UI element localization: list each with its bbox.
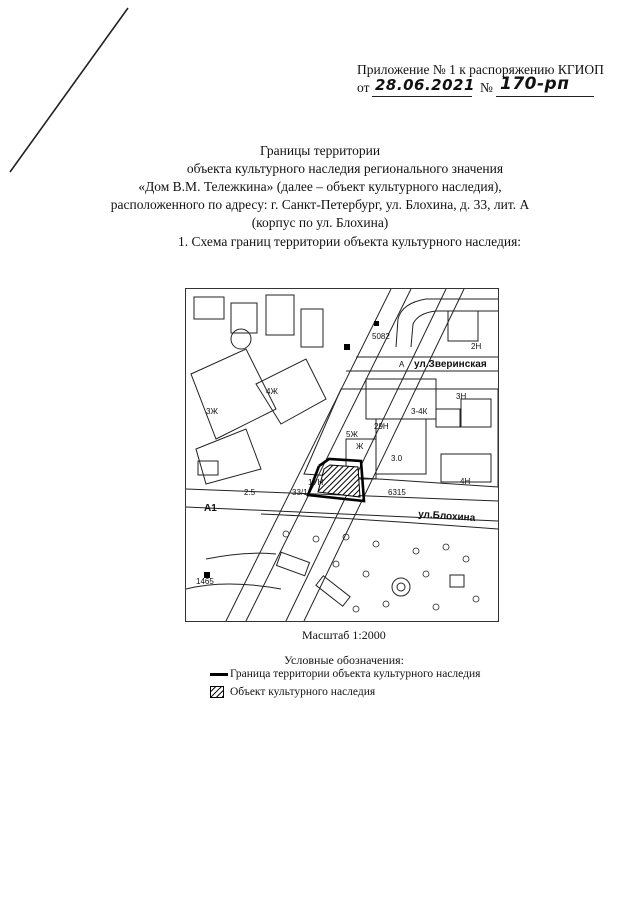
handwritten-number: 170-рп [500, 74, 570, 94]
title-line-4: расположенного по адресу: г. Санкт-Петербург, ул. Блохина, д. 33, лит. А [110, 197, 530, 212]
map-label: 5Ж [346, 430, 358, 439]
title-line-2: объекта культурного наследия регионального значения [186, 161, 504, 176]
map-label: Ж [356, 442, 364, 451]
title-line-1: Границы территории [259, 143, 381, 158]
map-label: 1УН [308, 478, 324, 487]
appendix-header: Приложение № 1 к распоряжению КГИОП [357, 62, 604, 77]
map-label: 6315 [388, 488, 406, 497]
site-map [185, 288, 499, 622]
map-label: 3Н [456, 392, 467, 401]
legend-title: Условные обозначения: [284, 653, 405, 667]
order-date-line: от [357, 80, 370, 95]
number-underline [496, 96, 594, 97]
map-label: 29Н [374, 422, 389, 431]
map-label: 1465 [196, 577, 214, 586]
title-line-3: «Дом В.М. Тележкина» (далее – объект культурного наследия), [138, 179, 502, 194]
map-label: 33/1 [292, 488, 308, 497]
legend-object [210, 686, 375, 698]
street-label-blokhina: ул.Блохина [417, 509, 476, 524]
map-label: 3Ж [206, 407, 218, 416]
hatched-object-icon [210, 686, 224, 698]
map-drawing [186, 289, 498, 621]
map-label: 2.5 [244, 488, 256, 497]
title-line-5: (корпус по ул. Блохина) [251, 215, 389, 230]
map-label: 4Н [460, 477, 471, 486]
legend-boundary-label: Граница территории объекта культурного наследия [230, 668, 481, 680]
section-heading: 1. Схема границ территории объекта культурного наследия: [178, 234, 522, 249]
map-label: А [399, 360, 405, 369]
map-label: 5082 [372, 332, 390, 341]
map-label: 2Н [471, 342, 482, 351]
boundary-line-icon [210, 673, 228, 676]
street-label-zverinskaya: ул.Зверинская [414, 359, 487, 370]
map-label: 3-4К [411, 407, 428, 416]
handwritten-date: 28.06.2021 [375, 76, 475, 94]
document-title [0, 142, 640, 232]
map-label: А1 [204, 503, 217, 514]
map-label: 4Ж [266, 387, 278, 396]
map-scale: Масштаб 1:2000 [302, 628, 386, 642]
date-underline [372, 96, 472, 97]
map-label: 3.0 [391, 454, 403, 463]
legend-boundary [210, 668, 480, 680]
number-label: № [480, 80, 493, 95]
legend-object-label: Объект культурного наследия [230, 686, 376, 698]
